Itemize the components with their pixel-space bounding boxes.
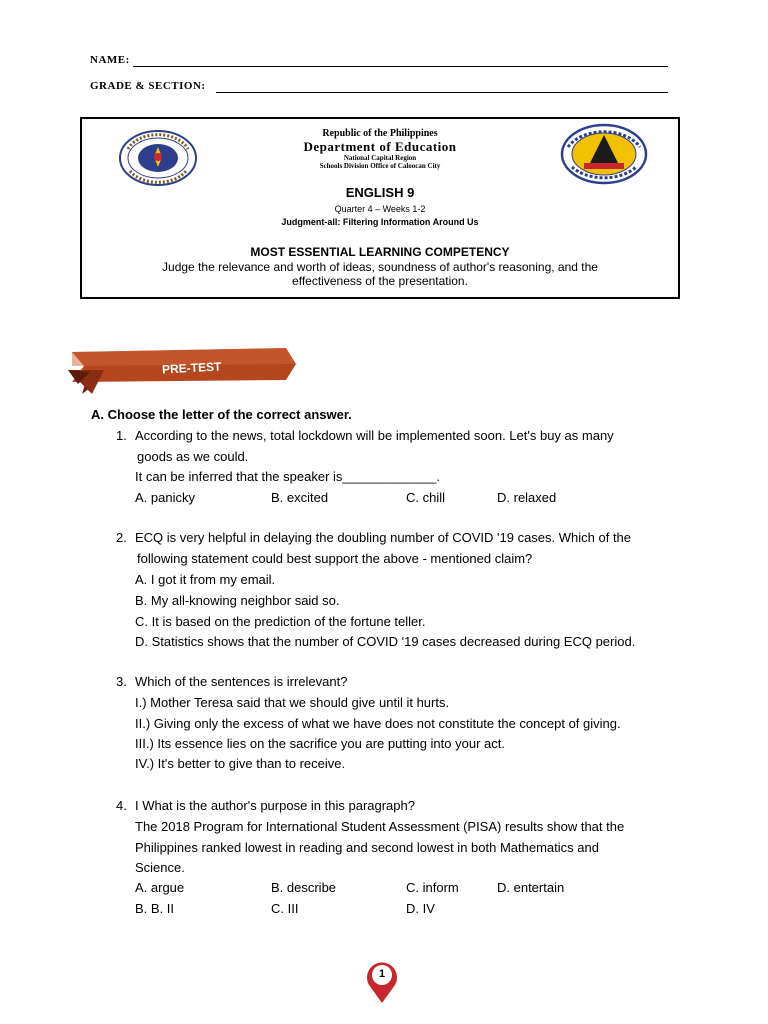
q3-item-2[interactable]: II.) Giving only the excess of what we have does not constitute the concept of giving. <box>135 716 621 731</box>
q1-option-a[interactable]: A. panicky <box>135 490 195 505</box>
q4-option-c[interactable]: C. inform <box>406 880 459 895</box>
q3-number: 3. <box>116 674 127 689</box>
q4-option-c2[interactable]: C. III <box>271 901 299 916</box>
name-label: NAME: <box>90 54 130 66</box>
q4-option-d2[interactable]: D. IV <box>406 901 435 916</box>
q2-number: 2. <box>116 530 127 545</box>
section-a-instruction: A. Choose the letter of the correct answer. <box>91 407 352 422</box>
name-field[interactable] <box>133 66 668 67</box>
q2-line-2: following statement could best support the above - mentioned claim? <box>137 551 533 566</box>
q1-option-c[interactable]: C. chill <box>406 490 446 505</box>
q4-option-b2[interactable]: B. B. II <box>135 901 175 916</box>
q4-option-d[interactable]: D. entertain <box>497 880 565 895</box>
division-text: Schools Division Office of Caloocan City <box>319 162 441 170</box>
page-number-pin-icon <box>364 958 400 1004</box>
q3-item-3[interactable]: III.) Its essence lies on the sacrifice you are putting into your act. <box>135 736 505 751</box>
quarter-text: Quarter 4 – Weeks 1-2 <box>334 204 426 214</box>
region-text: National Capital Region <box>343 154 417 162</box>
melc-line-1: Judge the relevance and worth of ideas, soundness of author's reasoning, and the <box>162 260 598 274</box>
q2-option-c[interactable]: C. It is based on the prediction of the fortune teller. <box>135 614 426 629</box>
melc-line-2: effectiveness of the presentation. <box>292 274 468 288</box>
q1-number: 1. <box>116 428 127 443</box>
q4-line-1: I What is the author's purpose in this paragraph? <box>135 798 415 813</box>
q4-line-4: Science. <box>135 860 185 875</box>
q1-option-b[interactable]: B. excited <box>271 490 329 505</box>
department-text: Department of Education <box>303 139 457 154</box>
grade-section-field[interactable] <box>216 92 668 93</box>
q4-number: 4. <box>116 798 127 813</box>
q1-option-d[interactable]: D. relaxed <box>497 490 557 505</box>
q3-item-1[interactable]: I.) Mother Teresa said that we should give until it hurts. <box>135 695 450 710</box>
q2-option-b[interactable]: B. My all-knowing neighbor said so. <box>135 593 340 608</box>
q3-line-1: Which of the sentences is irrelevant? <box>135 674 348 689</box>
q4-line-3: Philippines ranked lowest in reading and second lowest in both Mathematics and <box>135 840 599 855</box>
q3-item-4[interactable]: IV.) It's better to give than to receive. <box>135 756 346 771</box>
q2-line-1: ECQ is very helpful in delaying the doubling number of COVID '19 cases. Which of the <box>135 530 632 545</box>
q4-option-b[interactable]: B. describe <box>271 880 337 895</box>
grade-section-label: GRADE & SECTION: <box>90 80 206 92</box>
header-box <box>80 117 680 299</box>
q4-option-a[interactable]: A. argue <box>135 880 185 895</box>
q1-line-1: According to the news, total lockdown will be implemented soon. Let's buy as many <box>135 428 614 443</box>
q2-option-a[interactable]: A. I got it from my email. <box>135 572 276 587</box>
page-number: 1 <box>378 968 386 980</box>
subject-title: ENGLISH 9 <box>345 185 415 200</box>
q1-line-3: It can be inferred that the speaker is_____________. <box>135 469 440 484</box>
melc-title: MOST ESSENTIAL LEARNING COMPETENCY <box>250 245 510 259</box>
pretest-label: PRE-TEST <box>161 359 222 377</box>
division-seal-icon <box>560 123 648 185</box>
q1-line-2: goods as we could. <box>137 449 249 464</box>
topic-text: Judgment-all: Filtering Information Around Us <box>281 217 479 227</box>
q4-line-2: The 2018 Program for International Student Assessment (PISA) results show that the <box>135 819 625 834</box>
republic-text: Republic of the Philippines <box>322 128 438 139</box>
q2-option-d[interactable]: D. Statistics shows that the number of COVID '19 cases decreased during ECQ period. <box>135 634 636 649</box>
